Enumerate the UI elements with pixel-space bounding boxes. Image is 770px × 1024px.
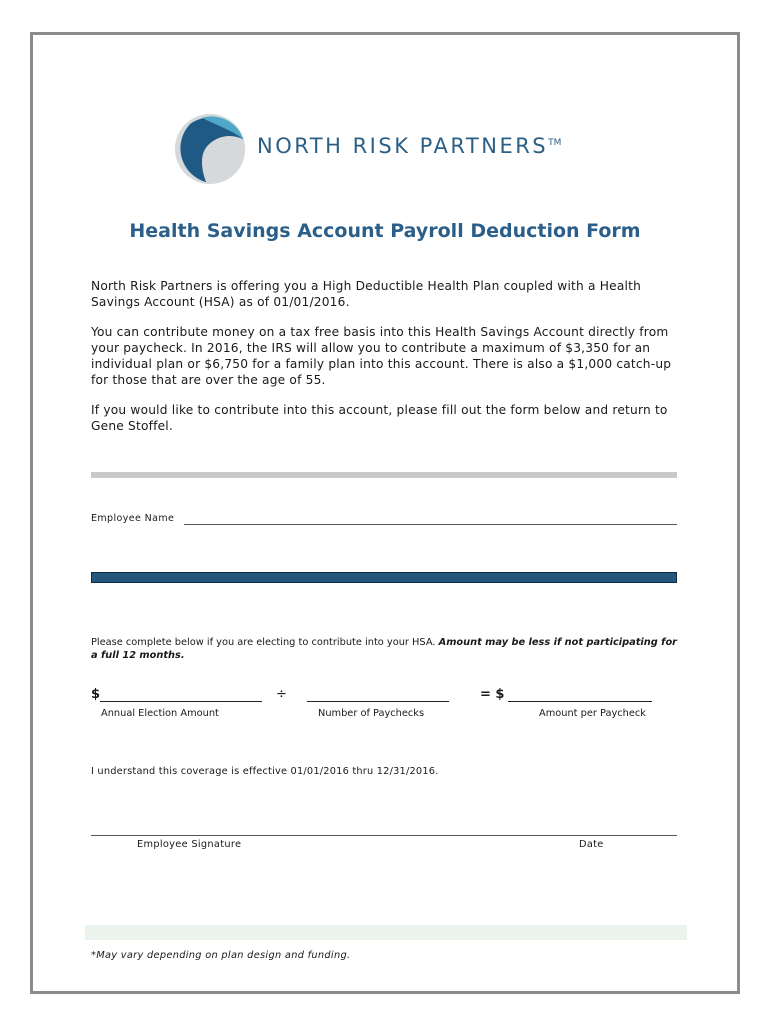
election-note xyxy=(91,636,681,662)
election-note-text: Please complete below if you are electing to contribute into your HSA. xyxy=(91,637,436,648)
date-label: Date xyxy=(579,839,604,850)
paychecks-label: Number of Paychecks xyxy=(318,708,425,719)
divide-sign: ÷ xyxy=(276,687,287,702)
election-note-emphasis: Amount may be less if not participating for a full 12 months. xyxy=(91,637,678,661)
annual-election-label: Annual Election Amount xyxy=(101,708,219,719)
employee-name-label: Employee Name xyxy=(91,513,175,524)
intro-paragraph-2: You can contribute money on a tax free basis into this Health Savings Account directly from your paycheck. In 2016, the IRS will allow you to contribute a maximum of $3,350 for an individual plan or $6,750 for a family plan into this account. There is also a $1,000 catch-up for those that are over the age of 55. xyxy=(91,325,672,387)
signature-label: Employee Signature xyxy=(137,839,242,850)
company-logo xyxy=(173,110,613,220)
dollar-sign: $ xyxy=(91,687,101,702)
section-divider xyxy=(91,472,677,478)
contribution-calculation xyxy=(91,687,681,727)
per-paycheck-label: Amount per Paycheck xyxy=(539,708,646,719)
trademark-mark: TM xyxy=(548,138,562,148)
paychecks-field[interactable] xyxy=(307,701,449,702)
logo-wordmark: NORTH RISK PARTNERS™ xyxy=(257,134,562,158)
per-paycheck-field[interactable] xyxy=(508,701,652,702)
document-page xyxy=(30,32,740,994)
intro-paragraph-1: North Risk Partners is offering you a High Deductible Health Plan coupled with a Health Savings Account (HSA) as of 01/01/2016. xyxy=(91,279,641,309)
coverage-statement: I understand this coverage is effective 01/01/2016 thru 12/31/2016. xyxy=(91,766,439,777)
employee-name-field[interactable] xyxy=(184,524,677,525)
annual-election-field[interactable] xyxy=(100,701,262,702)
section-bar xyxy=(91,572,677,583)
footnote: *May vary depending on plan design and funding. xyxy=(91,950,351,961)
signature-date-field[interactable] xyxy=(91,835,677,836)
equals-dollar-sign: = $ xyxy=(480,687,505,702)
footer-band xyxy=(85,925,687,940)
form-title: Health Savings Account Payroll Deduction Form xyxy=(129,220,641,242)
intro-paragraph-3: If you would like to contribute into this account, please fill out the form below and return to Gene Stoffel. xyxy=(91,403,668,433)
logo-mark-icon xyxy=(173,110,251,188)
